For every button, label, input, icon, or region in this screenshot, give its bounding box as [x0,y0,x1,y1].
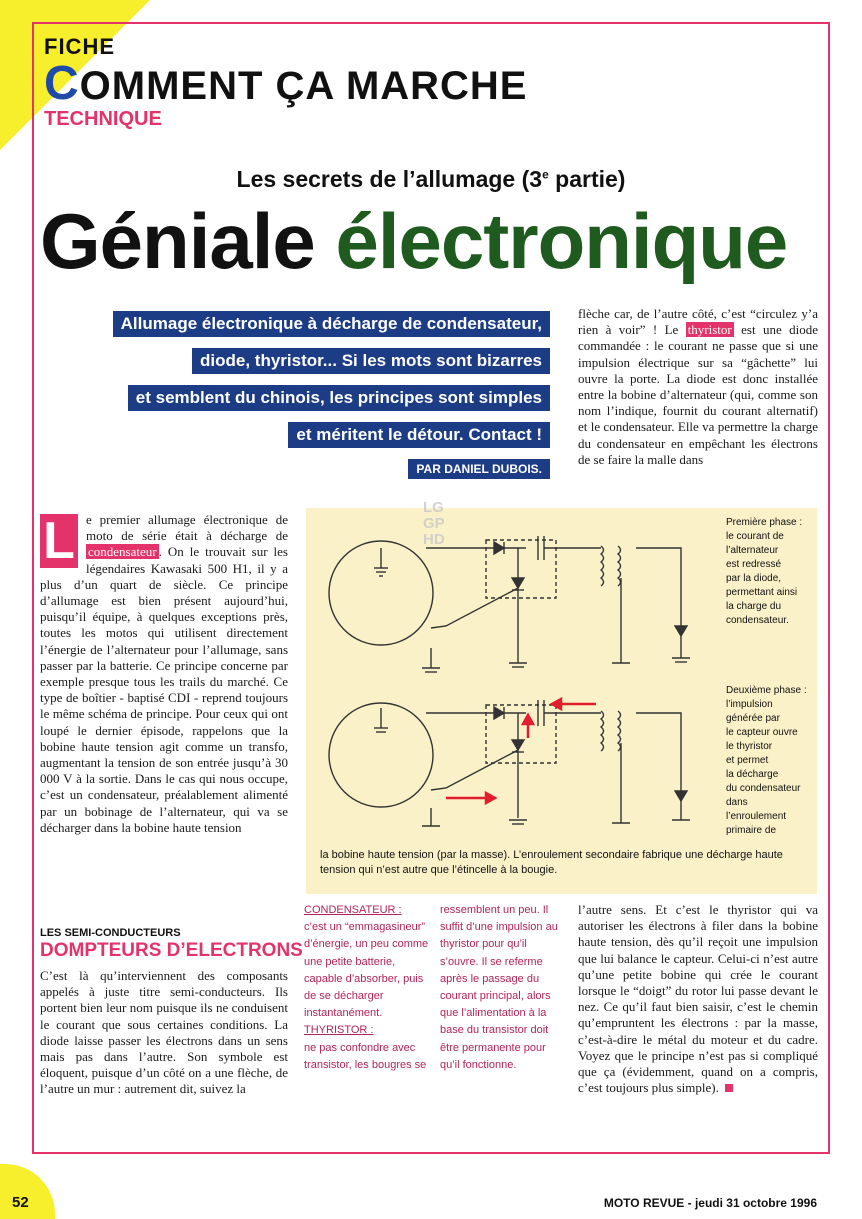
dropcap: L [40,514,78,568]
glossary-col-1 [304,902,432,1074]
section-title: DOMPTEURS D’ELECTRONS [40,940,303,961]
glossary-term-condensateur: CONDENSATEUR : [304,904,402,916]
glossary-def-thyristor-b: ressemblent un peu. Il suffit d’une impulsion au thyristor pour qu’il s’ouvre. Il se referme après le passage du courant principal, alors que l’alimentation à la base du transistor doit être permanente pour qu’il fonctionne. [440,904,558,1071]
circuit-schematic [306,508,726,848]
headline-word1: Géniale [40,197,315,285]
rubric-title-rest: OMMENT ÇA MARCHE [79,64,528,108]
article-kicker [0,166,862,193]
watermark-line: LG [423,499,444,516]
col1-text-a: e premier allumage électronique de moto de série était à décharge de [86,512,288,544]
caption-phase-1: Première phase : le courant de l’alternateur est redressé par la diode, permettant ainsi la charge du condensateur. [726,517,803,626]
kicker-end: partie) [548,166,626,192]
watermark-logo [423,500,445,548]
col1b-text: C’est là qu’interviennent des composants appelés à juste titre semi-conducteurs. Ils portent bien leur nom puisque ils ne conduisent le courant que sous certaines conditions. La diode laisse passer les électrons dans un sens mais pas dans l’autre. Son symbole est éloquent, puisque d’un côté on a une flèche, de l’autre un mur : autrement dit, suivez la [40,968,288,1097]
column-3-top [578,306,818,468]
caption-phase-2: Deuxième phase : l’impulsion générée par le capteur ouvre le thyristor et permet la décharge du condensateur dans l’enroulement primaire de [726,685,807,836]
glossary-term-thyristor: THYRISTOR : [304,1024,374,1037]
headline [40,196,787,287]
watermark-line: GP [423,515,445,532]
lead-line: et semblent du chinois, les principes sont simples [128,385,550,411]
watermark-line: HD [423,531,445,548]
column-1 [40,512,288,836]
rubric-fiche: FICHE [44,34,115,59]
col4-text: l’autre sens. Et c’est le thyristor qui va autoriser les électrons à filer dans la bobine haute tension, dès qu’il reçoit une impulsion que lui balance le capteur. Celui-ci n’est autre qu’une petite bobine qui crée le courant lorsque le “doigt” du rotor lui passe devant le nez. Ce qu’il faut bien saisir, c’est le chemin qu’empruntent les électrons : par la masse, c’est-à-dire le métal du moteur et du cadre. Voyez que le principe n’est pas si compliqué que ça (évidemment, quand on a compris, c’est toujours plus simple). [578,902,818,1096]
caption-phase-2-cont: la bobine haute tension (par la masse). L’enroulement secondaire fabrique une décharge haute tension qui n’est autre que l’étincelle à la bougie. [320,849,783,876]
column-4 [578,902,818,1096]
magazine-footer: MOTO REVUE - jeudi 31 octobre 1996 [603,1196,817,1210]
byline: PAR DANIEL DUBOIS. [408,459,550,479]
rubric-title [44,56,528,111]
column-1-bottom [40,968,288,1098]
rubric-technique: TECHNIQUE [44,108,162,130]
col3-text-b: est une diode commandée : le courant ne passe que si une impulsion électrique sur sa “gâchette” lui ouvre la porte. La diode est donc installée entre la bobine d’alternateur (qui, comme son nom l’indique, fournit du courant alternatif) et le condensateur. Elle va permettre la charge du condensateur en empêchant les électrons de se faire la malle dans [578,322,819,467]
end-mark [725,1084,733,1092]
kicker-text: Les secrets de l’allumage (3 [236,166,543,192]
lead-block [40,311,550,479]
thyristor-highlight: thyristor [687,322,732,338]
lead-line: Allumage électronique à décharge de condensateur, [113,311,550,337]
rubric-initial: C [44,57,80,110]
glossary-col-2 [440,902,564,1074]
kicker-sup: e [542,167,549,182]
glossary-def-condensateur: c’est un “emmagasineur” d’énergie, un peu comme une petite batterie, capable d’absorber, puis de se décharger instantanément. [304,921,429,1020]
col3-text-a: flèche car, de l’autre côté, c’est “circulez y’a rien à voir” ! Le [578,306,818,338]
ignition-diagram [306,508,817,894]
lead-line: et méritent le détour. Contact ! [288,422,550,448]
col1-text-b: . On le trouvait sur les légendaires Kawasaki 500 H1, il y a plus d’un quart de siècle. Ce principe d’allumage est bien présent aujourd’hui, puisqu’il équipe, à quelques exceptions près, toutes les motos qui utilisent directement l’énergie de l’alternateur pour l’allumage, sans passer par la batterie. Ce principe concerne par exemple presque tous les trails du marché. Ce type de boîtier - baptisé CDI - reprend toujours le même schéma de principe. Pour ceux qui ont loupé le dernier épisode, rappelons que la bobine haute tension agit comme un transfo, augmentant la tension de son entrée jusqu’à 30 000 V à la sortie. Dans le cas qui nous occupe, c’est un condensateur, préalablement alimenté par un bobinage de l’alternateur, qui va se décharger dans la bobine haute tension [40,544,288,835]
page-number: 52 [12,1194,29,1211]
lead-line: diode, thyristor... Si les mots sont bizarres [192,348,550,374]
glossary-def-thyristor-a: ne pas confondre avec transistor, les bougres se [304,1041,427,1071]
section-kicker: LES SEMI-CONDUCTEURS [40,927,181,939]
condensateur-highlight: condensateur [88,544,157,560]
headline-word2: électronique [335,197,788,285]
